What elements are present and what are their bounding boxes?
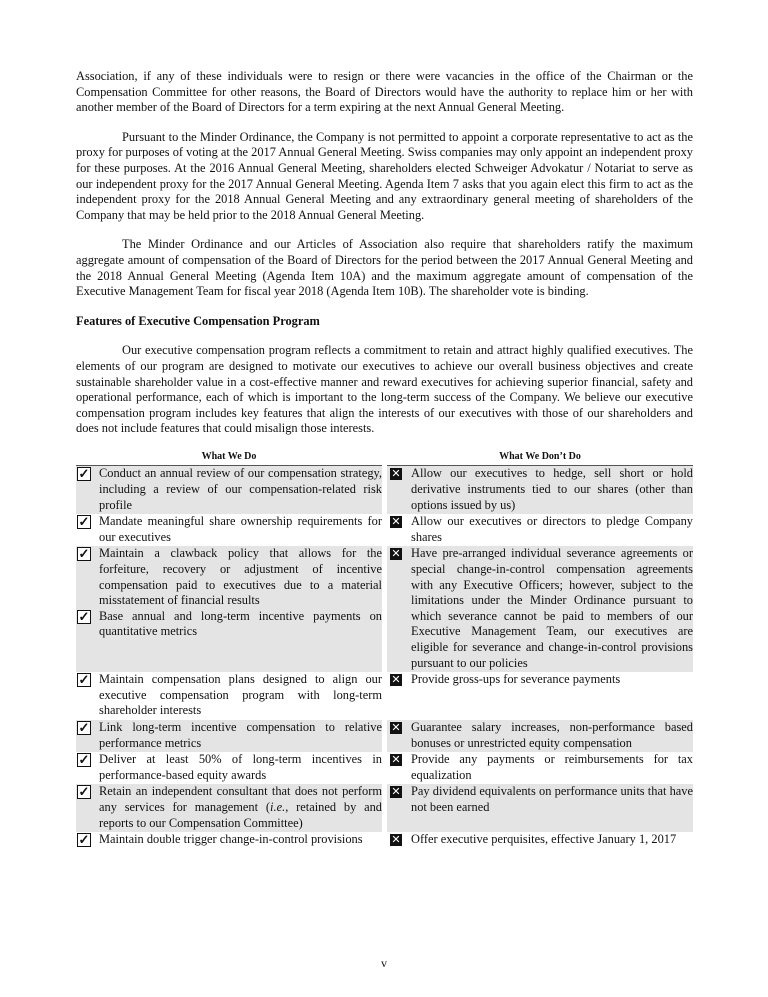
dont-item xyxy=(387,720,693,751)
item-text: Link long-term incentive compensation to relative performance metrics xyxy=(99,719,382,750)
document-page xyxy=(76,69,693,849)
item-text: Guarantee salary increases, non-performance based bonuses or unrestricted equity compensation xyxy=(411,719,693,750)
checkbox-checked-icon: ✓ xyxy=(78,672,90,688)
checkbox-checked-icon: ✓ xyxy=(78,514,90,530)
checkbox-x-icon: ✕ xyxy=(391,753,401,767)
dont-item xyxy=(387,514,693,545)
do-cell xyxy=(76,546,385,672)
dont-cell xyxy=(385,546,694,672)
do-item xyxy=(76,466,382,513)
item-text: Maintain a clawback policy that allows for the forfeiture, recovery or adjustment of incentive compensation paid to executives due to a material misstatement of financial results xyxy=(99,546,382,608)
checkbox-x-icon: ✕ xyxy=(391,673,401,687)
compensation-features-table xyxy=(76,449,693,849)
item-text: Allow our executives or directors to pledge Company shares xyxy=(411,514,693,544)
dont-cell xyxy=(385,514,694,546)
item-text-part: i.e. xyxy=(270,799,286,814)
do-item xyxy=(76,514,382,545)
do-cell xyxy=(76,832,385,849)
checkbox-x-icon: ✕ xyxy=(391,515,401,529)
checkbox-checked-icon: ✓ xyxy=(78,832,90,848)
item-text: Deliver at least 50% of long-term incentives in performance-based equity awards xyxy=(99,752,382,782)
dont-item xyxy=(387,466,693,513)
dont-cell xyxy=(385,466,694,514)
table-row xyxy=(76,752,693,784)
item-text: Maintain compensation plans designed to align our executive compensation program with long-term shareholder interests xyxy=(99,672,382,718)
item-text: Pay dividend equivalents on performance units that have not been earned xyxy=(411,784,693,814)
do-item xyxy=(76,609,382,640)
do-item xyxy=(76,546,382,608)
dont-item xyxy=(387,784,693,815)
dont-item xyxy=(387,752,693,783)
header-what-we-dont-do: What We Don’t Do xyxy=(385,449,694,466)
checkbox-checked-icon: ✓ xyxy=(78,546,90,562)
do-cell xyxy=(76,784,385,832)
do-cell xyxy=(76,466,385,514)
table-row xyxy=(76,784,693,832)
checkbox-x-icon: ✕ xyxy=(391,720,401,734)
dont-item xyxy=(387,546,693,671)
dont-cell xyxy=(385,720,694,752)
checkbox-checked-icon: ✓ xyxy=(78,784,90,800)
do-item xyxy=(76,720,382,751)
table-row xyxy=(76,832,693,849)
table-row xyxy=(76,672,693,720)
page-number: v xyxy=(381,956,387,970)
checkbox-checked-icon: ✓ xyxy=(78,719,90,735)
checkbox-checked-icon: ✓ xyxy=(78,608,90,624)
dont-item xyxy=(387,672,693,688)
header-what-we-do: What We Do xyxy=(76,449,385,466)
dont-item xyxy=(387,832,693,848)
checkbox-checked-icon: ✓ xyxy=(78,466,90,482)
checkbox-x-icon: ✕ xyxy=(391,547,401,561)
paragraph-2: Pursuant to the Minder Ordinance, the Company is not permitted to appoint a corporate representative to act as the proxy for purposes of voting at the 2017 Annual General Meeting. Swiss companies may only appoint an independent proxy for these purposes. At the 2016 Annual General Meeting, shareholders elected Schweiger Advokatur / Notariat to serve as our independent proxy for the 2017 Annual General Meeting. Agenda Item 7 asks that you again elect this firm to act as the independent proxy for the 2018 Annual General Meeting and any extraordinary general meeting of shareholders of the Company that may be held prior to the 2018 Annual General Meeting. xyxy=(76,129,694,222)
do-cell xyxy=(76,752,385,784)
item-text: Mandate meaningful share ownership requirements for our executives xyxy=(99,514,382,544)
table-row xyxy=(76,546,693,672)
do-item xyxy=(76,832,382,848)
paragraph-3: The Minder Ordinance and our Articles of Association also require that shareholders ratify the maximum aggregate amount of compensation of the Board of Directors for the period between the 2017 Annual General Meeting and the 2018 Annual General Meeting (Agenda Item 10A) and the maximum aggregate amount of compensation of the Executive Management Team for fiscal year 2018 (Agenda Item 10B). The shareholder vote is binding. xyxy=(76,237,693,299)
item-text: Base annual and long-term incentive payments on quantitative metrics xyxy=(99,608,382,639)
dont-cell xyxy=(385,672,694,720)
item-text: Provide any payments or reimbursements for tax equalization xyxy=(411,752,693,782)
item-text-part: Retain an independent consultant that does not perform any services for management ( xyxy=(99,784,382,814)
section-paragraph: Our executive compensation program reflects a commitment to retain and attract highly qualified executives. The elements of our program are designed to motivate our executives to achieve our overall business objectives and create sustainable shareholder value in a cost-effective manner and reward executives for achieving superior financial, safety and operational performance, each of which is important to the long-term success of the Company. We believe our executive compensation program includes key features that align the interests of our executives with those of our shareholders and does not include features that could misalign those interests. xyxy=(76,343,693,436)
item-text: Have pre-arranged individual severance agreements or special change-in-control compensation agreements with any Executive Officers; however, subject to the limitations under the Minder Ordinance pursuant to which severance cannot be paid to members of our Executive Management Team, our executives are eligible for severance and change-in-control provisions pursuant to our policies xyxy=(411,546,693,670)
section-heading: Features of Executive Compensation Program xyxy=(76,313,320,328)
dont-cell xyxy=(385,752,694,784)
item-text: Maintain double trigger change-in-control provisions xyxy=(99,832,363,847)
item-text: Offer executive perquisites, effective January 1, 2017 xyxy=(411,832,677,847)
table-row xyxy=(76,466,693,514)
item-text: Conduct an annual review of our compensation strategy, including a review of our compensation-related risk profile xyxy=(99,466,382,512)
do-cell xyxy=(76,672,385,720)
item-text: Provide gross-ups for severance payments xyxy=(411,672,621,687)
do-item xyxy=(76,672,382,719)
do-cell xyxy=(76,720,385,752)
checkbox-x-icon: ✕ xyxy=(391,785,401,799)
checkbox-x-icon: ✕ xyxy=(391,833,401,847)
item-text xyxy=(99,784,382,831)
checkbox-checked-icon: ✓ xyxy=(78,752,90,768)
do-cell xyxy=(76,514,385,546)
dont-cell xyxy=(385,784,694,832)
checkbox-x-icon: ✕ xyxy=(391,467,401,481)
table-row xyxy=(76,720,693,752)
table-row xyxy=(76,514,693,546)
item-text-part: , retained by and reports to our Compensation Committee) xyxy=(99,799,382,830)
dont-cell xyxy=(385,832,694,849)
item-text: Allow our executives to hedge, sell short or hold derivative instruments tied to our shares (other than options issued by us) xyxy=(411,466,693,512)
do-item xyxy=(76,784,382,831)
paragraph-1: Association, if any of these individuals were to resign or there were vacancies in the office of the Chairman or the Compensation Committee for other reasons, the Board of Directors would have the authority to replace him or her with another member of the Board of Directors for a term expiring at the next Annual General Meeting. xyxy=(76,69,693,115)
do-item xyxy=(76,752,382,783)
